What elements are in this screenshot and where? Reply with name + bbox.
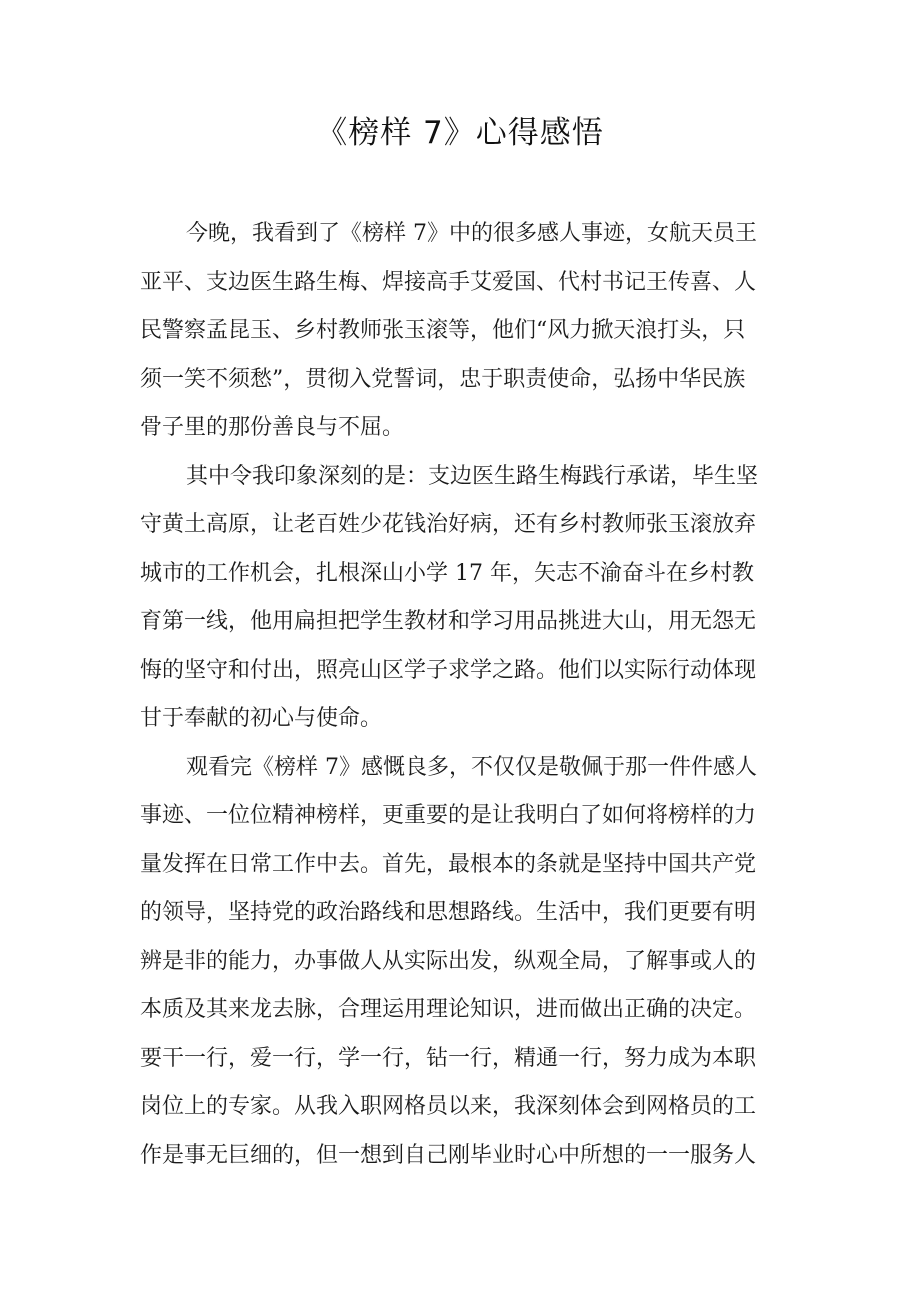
text-line: 亚平、支边医生路生梅、焊接高手艾爱国、代村书记王传喜、人 <box>140 269 757 295</box>
paragraph-2 <box>140 453 800 744</box>
text-line: 要干一行，爱一行，学一行，钻一行，精通一行，努力成为本职 <box>140 1045 757 1071</box>
text-line: 守黄土高原，让老百姓少花钱治好病，还有乡村教师张玉滚放弃 <box>140 512 757 537</box>
text-line: 本质及其来龙去脉，合理运用理论知识，进而做出正确的决定。 <box>140 997 757 1022</box>
text-line: 须一笑不须愁”，贯彻入党誓词，忠于职责使命，弘扬中华民族 <box>140 366 746 392</box>
text-line: 观看完《榜样 7》感慨良多，不仅仅是敬佩于那一件件感人 <box>186 754 757 780</box>
paragraph-3 <box>140 744 800 1181</box>
text-line: 作是事无巨细的，但一想到自己刚毕业时心中所想的一一服务人 <box>140 1142 757 1168</box>
text-line: 的领导，坚持党的政治路线和思想路线。生活中，我们更要有明 <box>140 900 757 925</box>
text-line: 量发挥在日常工作中去。首先，最根本的条就是坚持中国共产党 <box>140 851 757 877</box>
text-line: 其中令我印象深刻的是：支边医生路生梅践行承诺，毕生坚 <box>186 463 759 489</box>
text-line: 育第一线，他用扁担把学生教材和学习用品挑进大山，用无怨无 <box>140 609 757 634</box>
paragraph-1 <box>140 210 800 453</box>
text-line: 事迹、一位位精神榜样，更重要的是让我明白了如何将榜样的力 <box>140 803 757 828</box>
text-line: 悔的坚守和付出，照亮山区学子求学之路。他们以实际行动体现 <box>140 657 757 683</box>
document-title: 《榜样 7》心得感悟 <box>316 115 604 151</box>
document-body <box>140 210 800 1180</box>
text-line: 骨子里的那份善良与不屈。 <box>140 415 405 440</box>
text-line: 今晚，我看到了《榜样 7》中的很多感人事迹，女航天员王 <box>186 221 757 246</box>
text-line: 民警察孟昆玉、乡村教师张玉滚等，他们“风力掀天浪打头，只 <box>140 318 746 343</box>
text-line: 甘于奉献的初心与使命。 <box>140 706 383 731</box>
text-line: 辨是非的能力，办事做人从实际出发，纵观全局，了解事或人的 <box>140 948 757 974</box>
text-line: 岗位上的专家。从我入职网格员以来，我深刻体会到网格员的工 <box>140 1094 757 1119</box>
text-line: 城市的工作机会，扎根深山小学 17 年，矢志不渝奋斗在乡村教 <box>140 560 754 586</box>
